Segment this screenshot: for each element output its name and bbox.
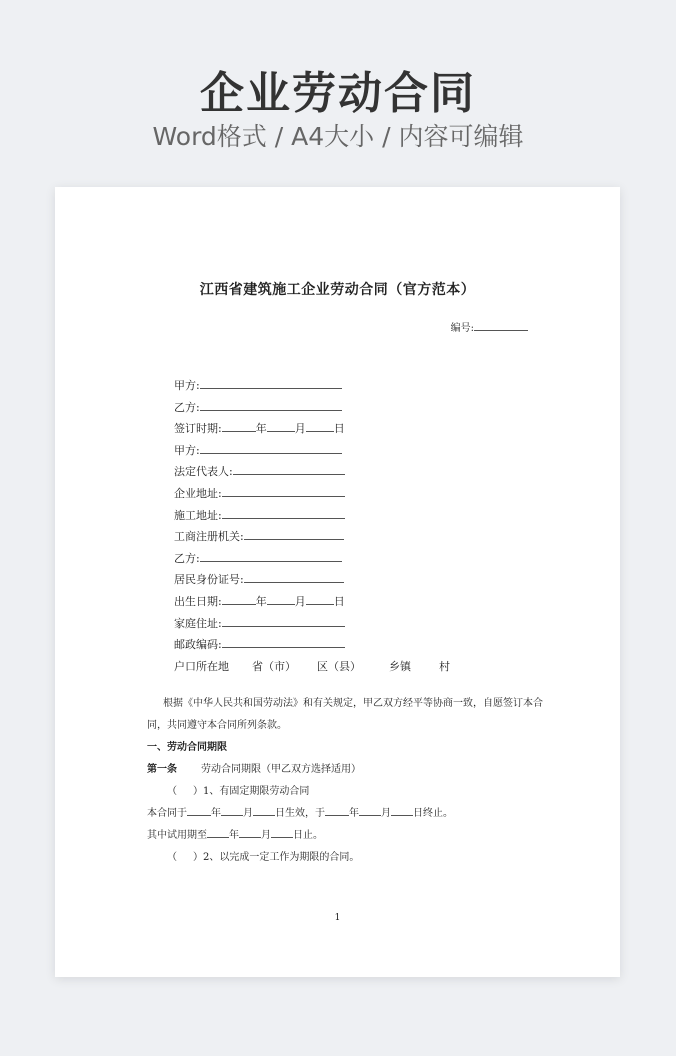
article-text: 劳动合同期限（甲乙双方选择适用） (201, 764, 361, 775)
document-page (55, 187, 620, 977)
contract-term-line: 本合同于 年 月 日生效，于 年 月 日终止。 (147, 803, 453, 825)
banner-title: 企业劳动合同 (200, 68, 476, 119)
field-blank (200, 551, 342, 562)
field-birth-date: 出生日期: 年 月 日 (174, 594, 345, 608)
field-registration-authority: 工商注册机关: (174, 526, 450, 548)
field-legal-rep: 法定代表人: (174, 461, 450, 483)
section-heading: 一、劳动合同期限 (147, 742, 227, 753)
field-postal-code: 邮政编码: (174, 634, 450, 656)
field-party-a: 甲方: (174, 375, 450, 397)
field-blank (244, 572, 344, 583)
document-number (451, 319, 528, 334)
field-blank (200, 443, 342, 454)
field-home-address: 家庭住址: (174, 613, 450, 635)
field-company-address: 企业地址: (174, 483, 450, 505)
field-blank (222, 486, 345, 497)
document-number-label: 编号: (450, 323, 474, 334)
trial-term-line: 其中试用期至 年 月 日止。 (147, 825, 323, 847)
intro-line-2: 同，共同遵守本合同所列条款。 (147, 720, 287, 731)
field-blank (222, 616, 345, 627)
field-residence: 户口所在地 省（市） 区（县） 乡镇 村 (174, 659, 450, 673)
field-site-address: 施工地址: (174, 505, 450, 527)
field-sign-date: 签订时期: 年 月 日 (174, 422, 345, 436)
option-2: （ ）2、以完成一定工作为期限的合同。 (167, 852, 360, 863)
field-blank (233, 464, 345, 475)
party-fields (174, 375, 450, 677)
field-blank (200, 378, 342, 389)
field-id-number: 居民身份证号: (174, 569, 450, 591)
field-blank (200, 400, 342, 411)
field-party-a-2: 甲方: (174, 440, 450, 462)
document-title: 江西省建筑施工企业劳动合同（官方范本） (199, 282, 476, 298)
document-number-blank (474, 320, 528, 331)
option-1: （ ）1、有固定期限劳动合同 (167, 786, 310, 797)
field-blank (222, 637, 345, 648)
article-1 (147, 759, 361, 781)
intro-line-1: 根据《中华人民共和国劳动法》和有关规定，甲乙双方经平等协商一致，自愿签订本合 (163, 698, 543, 709)
field-blank (244, 529, 344, 540)
banner-subtitle: Word格式 / A4大小 / 内容可编辑 (152, 122, 524, 151)
field-party-b-2: 乙方: (174, 548, 450, 570)
article-label: 第一条 (147, 764, 177, 775)
field-blank (222, 508, 345, 519)
field-party-b: 乙方: (174, 397, 450, 419)
page-number: 1 (334, 913, 341, 923)
